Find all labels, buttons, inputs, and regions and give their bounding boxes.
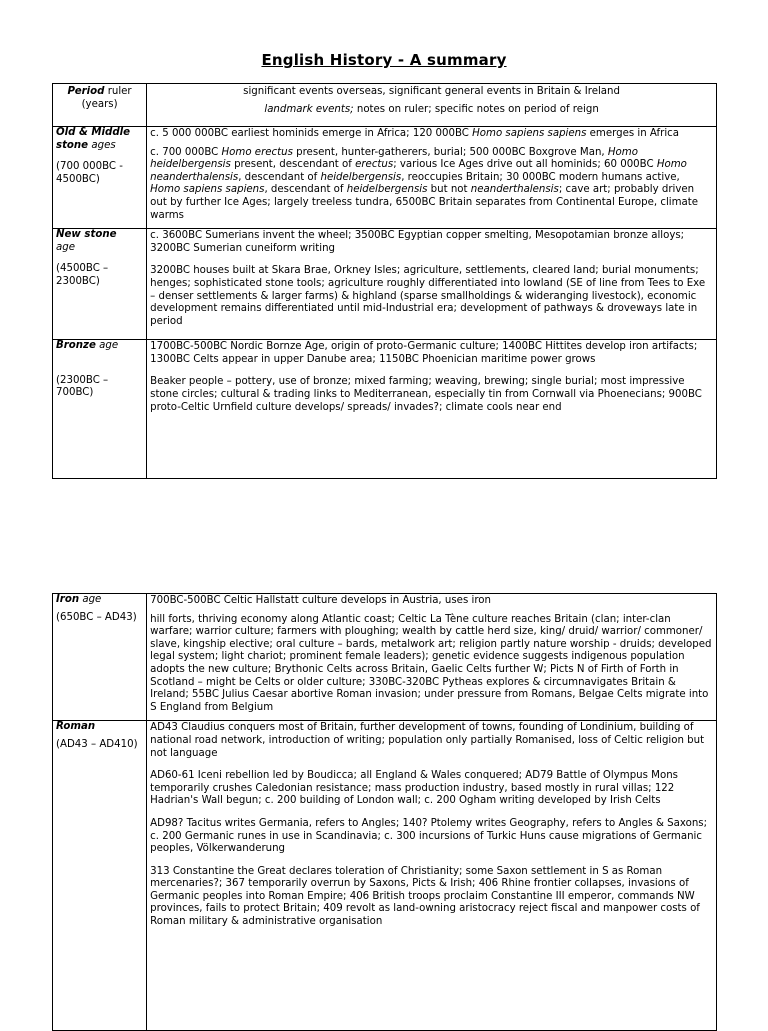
period-name-roman: Roman <box>56 721 96 733</box>
header-ruler-label: ruler <box>107 86 132 97</box>
events-cell-bronze <box>147 340 717 479</box>
period-name-bronze: Bronze <box>56 340 96 352</box>
period-cell-stone <box>53 127 147 229</box>
table-row-bronze-age <box>53 340 717 479</box>
events-cell-stone <box>147 127 717 229</box>
period-cell-roman <box>53 721 147 1031</box>
period-name-stone: Old & Middle stone <box>56 127 131 151</box>
period-suffix-stone: ages <box>91 139 116 151</box>
table-row-iron-age <box>53 594 717 721</box>
period-suffix-iron: age <box>82 594 102 605</box>
event-stone-2: c. 700 000BC Homo erectus present, hunter-gatherers, burial; 500 000BC Boxgrove Man, Homo heidelbergensis present, descendant of erectus; various Ice Ages drive out all hominids; 60 000BC Homo neanderthalensis, descendant of heidelbergensis, reoccupies Britain; 30 000BC modern humans active, Homo sapiens sapiens, descendant of heidelbergensis but not neanderthalensis; cave art; probably driven out by further Ice Ages; largely treeless tundra, 6500BC Britain separates from Continental Europe, climate warms <box>150 146 699 221</box>
table-row-roman <box>53 721 717 1031</box>
header-years-label: (years) <box>81 98 118 110</box>
event-bronze-1: 1700BC-500BC Nordic Bornze Age, origin of proto-Germanic culture; 1400BC Hittites develop iron artifacts; 1300BC Celts appear in upper Danube area; 1150BC Phoenician maritime power grows <box>150 341 698 365</box>
header-events-cell <box>147 84 717 127</box>
event-newstone-1: c. 3600BC Sumerians invent the wheel; 3500BC Egyptian copper smelting, Mesopotamian bronze alloys; 3200BC Sumerian cuneiform writing <box>150 230 685 254</box>
header-events-line2 <box>150 104 713 117</box>
period-cell-iron <box>53 594 147 721</box>
table-row-new-stone-age <box>53 229 717 340</box>
event-newstone-2: 3200BC houses built at Skara Brae, Orkney Isles; agriculture, settlements, cleared land; burial monuments; henges; sophisticated stone tools; agriculture roughly differentiated into lowland (SE of line from Tees to Exe – denser settlements & larger farms) & highland (sparse smallholdings & wideranging livestock), economic development remains differentiated until mid-Industrial era; development of pathways & droveways late in period <box>150 265 706 327</box>
period-years-newstone: (4500BC – 2300BC) <box>56 263 109 287</box>
events-cell-newstone <box>147 229 717 340</box>
table-row-stone-ages <box>53 127 717 229</box>
event-iron-2: hill forts, thriving economy along Atlantic coast; Celtic La Tène culture reaches Britain (clan; inter-clan warfare; warrior culture; farmers with ploughing; wealth by cattle herd size, king/ druid/ warrior/ commoner/ slave, kingship elective; oral culture – bards, metalwork art; religion partly nature worship - druids; developed legal system; light chariot; prominent female leaders); genetic evidence suggests indigenous population adopts the new culture; Brythonic Celts across Britain, Gaelic Celts further W; Picts N of Firth of Forth in Scotland – might be Celts or older culture; 330BC-320BC Pytheas explores & circumnavigates Britain & Ireland; 55BC Julius Caesar abortive Roman invasion; under pressure from Romans, Belgae Celts migrate into S England from Belgium <box>150 613 712 713</box>
period-years-bronze: (2300BC – 700BC) <box>56 374 109 399</box>
table-header-row <box>53 84 717 127</box>
period-suffix-newstone: age <box>56 241 75 253</box>
events-cell-iron <box>147 594 717 721</box>
period-years-iron: (650BC – AD43) <box>56 611 137 623</box>
event-roman-2: AD60-61 Iceni rebellion led by Boudicca; all England & Wales conquered; AD79 Battle of Olympus Mons temporarily crushes Caledonian resistance; mass production industry, based mostly in rural villas; 122 Hadrian's Wall begun; c. 200 building of London wall; c. 200 Ogham writing developed by Irish Celts <box>150 770 678 807</box>
header-period-cell <box>53 84 147 127</box>
period-cell-newstone <box>53 229 147 340</box>
period-cell-bronze <box>53 340 147 479</box>
event-bronze-2: Beaker people – pottery, use of bronze; mixed farming; weaving, brewing; single burial; most impressive stone circles; cultural & trading links to Mediterranean, especially tin from Cornwall via Phoenecians; 900BC proto-Celtic Urnfield culture develops/ spreads/ invades?; climate cools near end <box>150 376 702 413</box>
header-events-line1: significant events overseas, significant general events in Britain & Ireland <box>243 86 620 97</box>
header-landmark-label: landmark events; <box>264 103 354 115</box>
header-period-label: Period <box>67 86 105 97</box>
period-years-roman: (AD43 – AD410) <box>56 738 138 750</box>
period-name-iron: Iron <box>56 594 80 605</box>
page-title: English History - A summary <box>261 51 507 69</box>
history-table-part-1 <box>52 83 717 479</box>
event-roman-1: AD43 Claudius conquers most of Britain, further development of towns, founding of Londinium, building of national road network, introduction of writing; population only partially Romanised, loss of Celtic religion but not language <box>150 722 705 759</box>
period-name-newstone: New stone <box>56 229 117 241</box>
event-roman-4: 313 Constantine the Great declares toleration of Christianity; some Saxon settlement in S as Roman mercenaries?; 367 temporarily overrun by Saxons, Picts & Irish; 406 Rhine frontier collapses, invasions of Germanic peoples into Roman Empire; 406 British troops proclaim Constantine III emperor, commands NW provinces, fails to protect Britain; 409 revolt as land-owning aristocracy reject fiscal and manpower costs of Roman military & administrative organisation <box>150 865 700 928</box>
period-years-stone: (700 000BC - 4500BC) <box>56 161 123 185</box>
event-roman-3: AD98? Tacitus writes Germania, refers to Angles; 140? Ptolemy writes Geography, refers to Angles & Saxons; c. 200 Germanic runes in use in Scandinavia; c. 300 incursions of Turkic Huns cause migrations of Germanic peoples, Völkerwanderung <box>150 817 708 855</box>
event-iron-1: 700BC-500BC Celtic Hallstatt culture develops in Austria, uses iron <box>150 595 491 606</box>
header-notes-label: notes on ruler; specific notes on period of reign <box>356 103 599 115</box>
event-stone-1: c. 5 000 000BC earliest hominids emerge in Africa; 120 000BC Homo sapiens sapiens emerges in Africa <box>150 128 679 139</box>
history-table-part-2 <box>52 593 717 1031</box>
period-suffix-bronze: age <box>99 340 119 352</box>
events-cell-roman <box>147 721 717 1031</box>
